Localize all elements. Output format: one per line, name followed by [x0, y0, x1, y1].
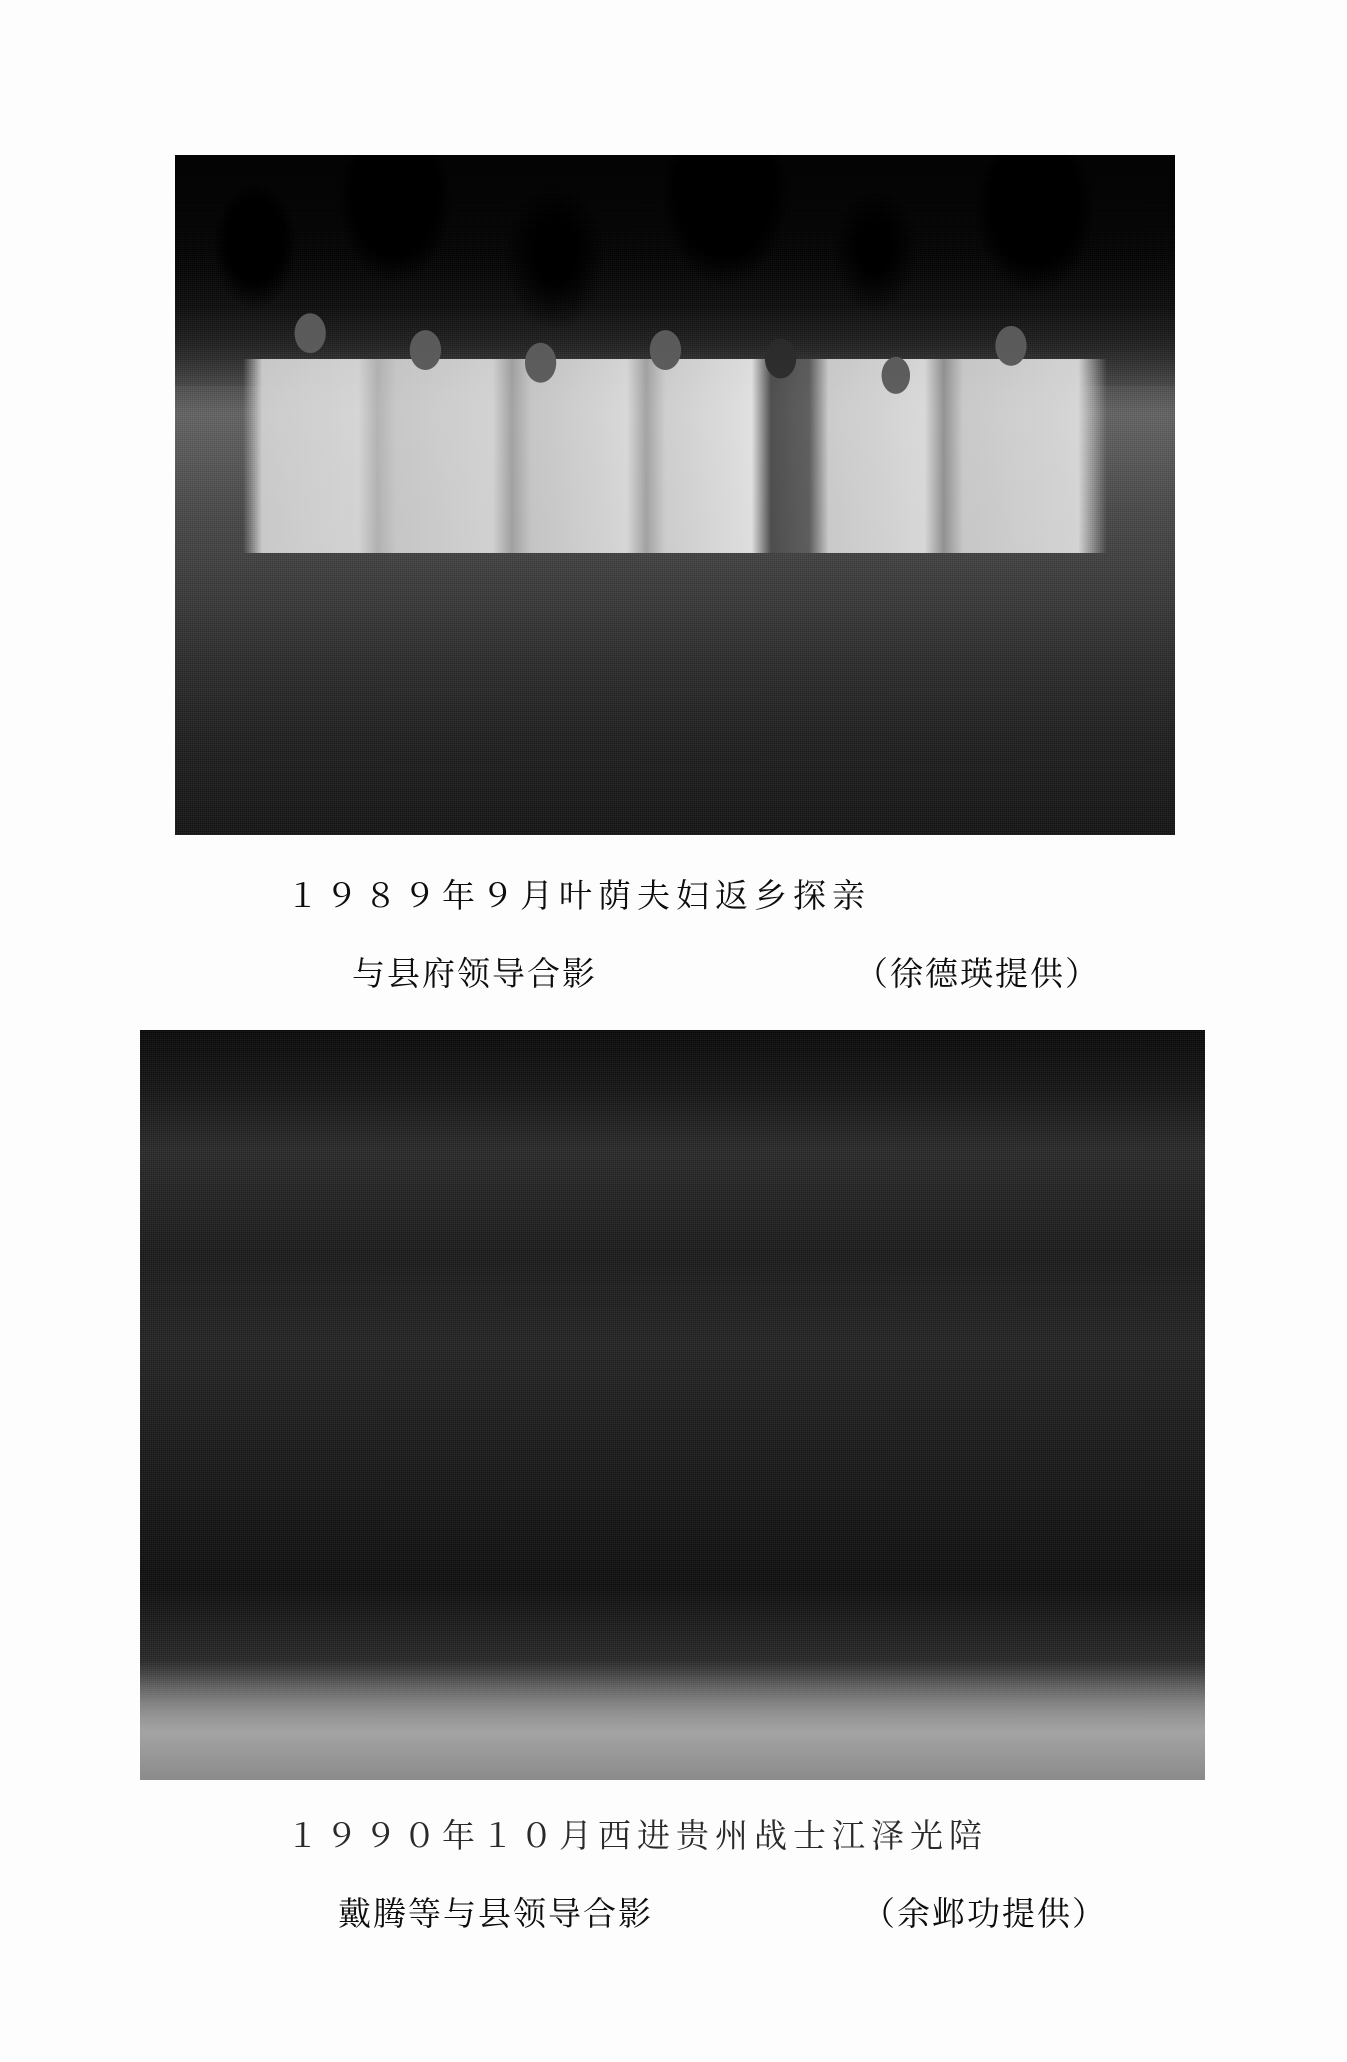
- caption-line-1990-second: 戴腾等与县领导合影: [338, 1894, 653, 1933]
- photograph-image-1989: [175, 155, 1175, 835]
- caption-credit-1989: （徐德瑛提供）: [855, 954, 1100, 993]
- caption-line-1989-first: １９８９年９月叶荫夫妇返乡探亲: [286, 876, 871, 915]
- caption-line-1990-first: １９９０年１０月西进贵州战士江泽光陪: [286, 1816, 988, 1855]
- photograph-image-1990: [140, 1030, 1205, 1780]
- caption-credit-1990: （余邺功提供）: [862, 1894, 1107, 1933]
- figure-group-photo-1990: [140, 1030, 1205, 1780]
- caption-line-1989-second: 与县府领导合影: [352, 954, 597, 993]
- figure-group-photo-1989: [175, 155, 1175, 835]
